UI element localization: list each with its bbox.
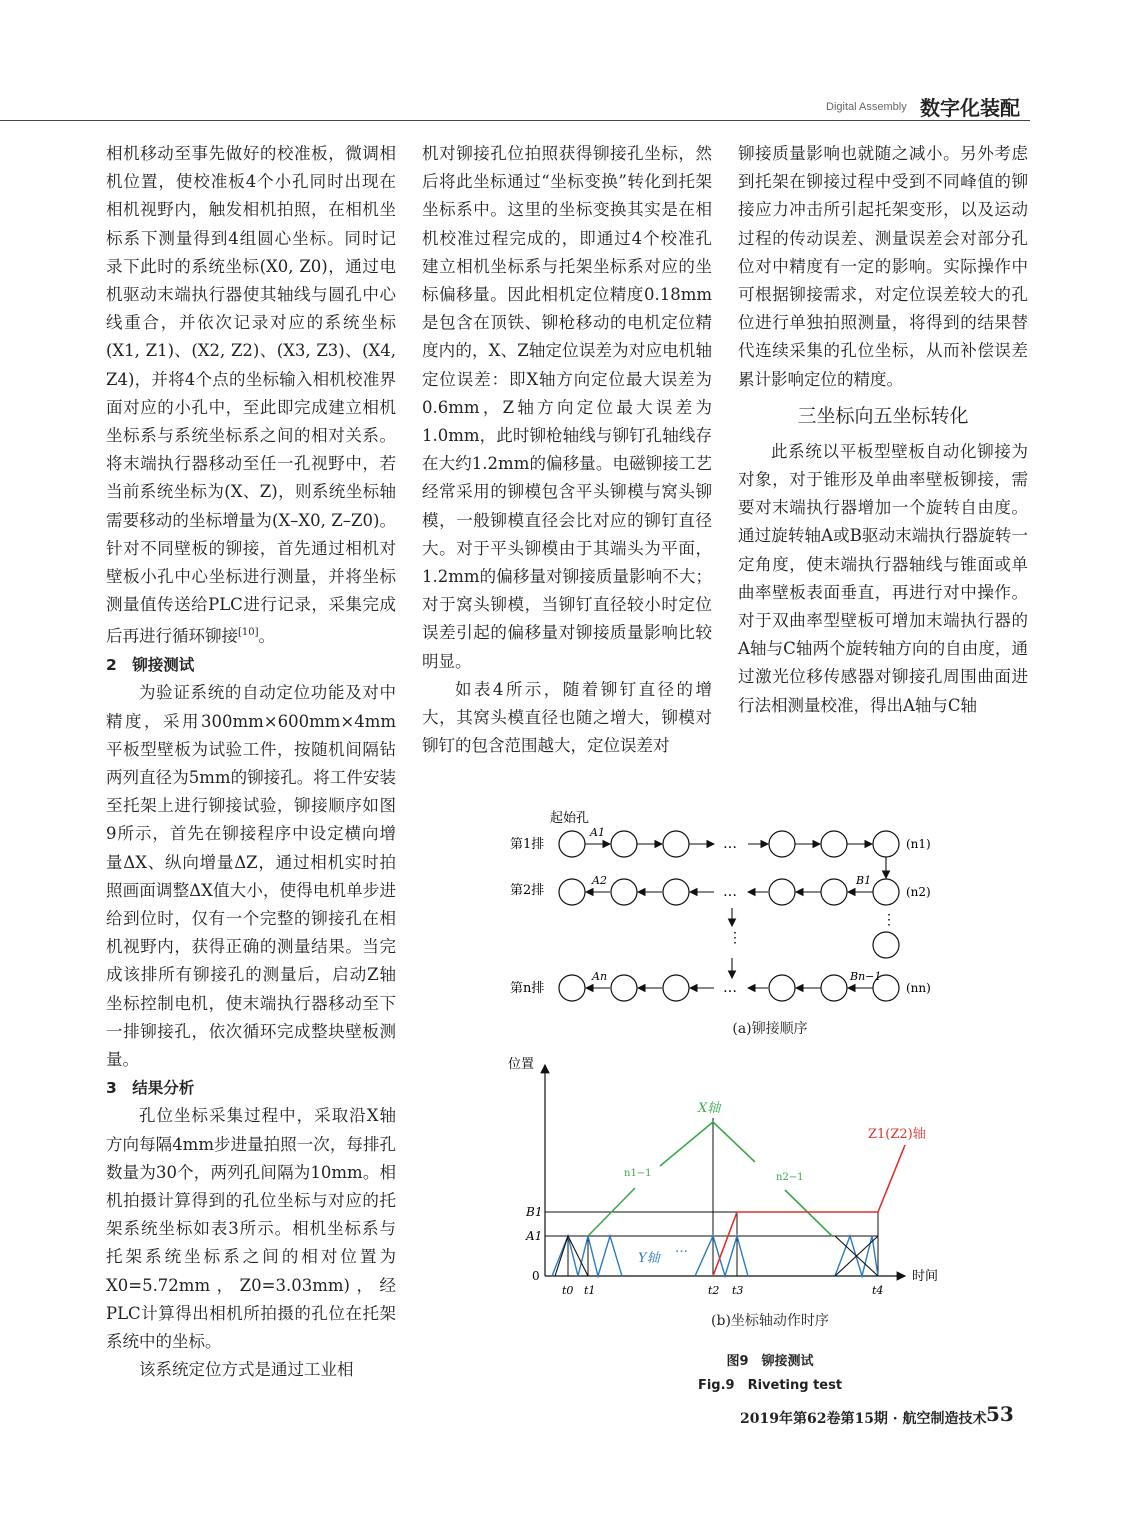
- row-1-label: 第1排: [510, 837, 545, 852]
- tick-t2: t2: [708, 1284, 720, 1297]
- hole: [769, 975, 795, 1001]
- hole: [821, 879, 847, 905]
- hole: [821, 975, 847, 1001]
- footer-journal: 2019年第62卷第15期 · 航空制造技术: [740, 1411, 987, 1427]
- column-1: [106, 140, 396, 1384]
- text: 。: [258, 626, 276, 646]
- hole: [559, 831, 585, 857]
- dots: …: [723, 836, 737, 852]
- row-2-label: 第2排: [510, 883, 545, 898]
- page-number: 53: [986, 1402, 1014, 1426]
- label-a1: A1: [590, 826, 605, 839]
- caption-b: (b)坐标轴动作时序: [711, 1313, 829, 1329]
- reference: [10]: [238, 627, 259, 639]
- order-arrows: [585, 844, 886, 988]
- figure-title-en: Fig.9 Riveting test: [697, 1378, 843, 1393]
- row-n-label: 第n排: [510, 981, 545, 996]
- hole: [611, 831, 637, 857]
- y-axis-label: 位置: [508, 1057, 535, 1072]
- label-a2: A2: [592, 874, 607, 887]
- x-axis-time-label: 时间: [912, 1269, 939, 1284]
- paragraph: 铆接质量影响也就随之减小。另外考虑到托架在铆接过程中受到不同峰值的铆接应力冲击所引起托架变形，以及运动过程的传动误差、测量误差会对部分孔位对中精度有一定的影响。实际操作中可根据铆接需求，对定位误差较大的孔位进行单独拍照测量，将得到的结果替代连续采集的孔位坐标，从而补偿误差累计影响定位的精度。: [738, 144, 1028, 389]
- hole: [873, 932, 899, 958]
- paragraph: 机对铆接孔位拍照获得铆接孔坐标，然后将此坐标通过“坐标变换”转化到托架坐标系中。这里的坐标变换其实是在相机校准过程完成的，即通过4个校准孔建立相机坐标系与托架坐标系对应的坐标偏移量。因此相机定位精度0.18mm是包含在顶铁、铆枪移动的电机定位精度内的，X、Z轴定位误差为对应电机轴定位误差：即X轴方向定位最大误差为0.6mm，Z轴方向定位最大误差为1.0mm，此时铆枪轴线与铆钉孔轴线存在大约1.2mm的偏移量。电磁铆接工艺经常采用的铆模包含平头铆模与窝头铆模，一般铆模直径会比对应的铆钉直径大。对于平头铆模由于其端头为平面，1.2mm的偏移量对铆接质量影响不大；对于窝头铆模，当铆钉直径较小时定位误差引起的偏移量对铆接质量影响比较明显。: [422, 144, 712, 671]
- header-section-title: 数字化装配: [920, 96, 1020, 120]
- paragraph: 该系统定位方式是通过工业相: [139, 1360, 354, 1380]
- hole: [611, 879, 637, 905]
- hole: [769, 879, 795, 905]
- dots: …: [723, 980, 737, 996]
- section-heading-2: 2 铆接测试: [106, 656, 195, 675]
- column-2: [422, 140, 712, 760]
- hole: [611, 975, 637, 1001]
- caption-a: (a)铆接顺序: [732, 1021, 808, 1037]
- hole: [663, 975, 689, 1001]
- hole: [559, 879, 585, 905]
- vdots: ⋮: [882, 912, 896, 928]
- start-hole-label: 起始孔: [550, 811, 590, 826]
- hole: [873, 879, 899, 905]
- column-3: [738, 140, 1028, 720]
- figure-title-cn: 图9 铆接测试: [726, 1354, 814, 1369]
- tick-t1: t1: [584, 1284, 596, 1297]
- paragraph: 如表4所示，随着铆钉直径的增大，其窝头模直径也随之增大，铆模对铆钉的包含范围越大，定位误差对: [422, 679, 712, 756]
- paragraph: [106, 140, 396, 651]
- dots: …: [723, 884, 737, 900]
- n1-1-label: n1−1: [624, 1168, 652, 1179]
- vdots: ⋮: [728, 930, 742, 946]
- section-heading-3: 3 结果分析: [106, 1079, 195, 1098]
- dots: …: [675, 1241, 688, 1256]
- text: 相机移动至事先做好的校准板，微调相机位置，使校准板4个小孔同时出现在相机视野内，触发相机拍照，在相机坐标系下测量得到4组圆心坐标。同时记录下此时的系统坐标(X0, Z0)，通过电机驱动末端执行器使其轴线与圆孔中心线重合，并依次记录对应的系统坐标(X1, Z1)、(X2, Z2)、(X3, Z3)、(X4, Z4)，并将4个点的坐标输入相机校准界面对应的小孔中，至此即完成建立相机坐标系与系统坐标系之间的相对关系。将末端执行器移动至任一孔视野中，若当前系统坐标为(X、Z)，则系统坐标轴需要移动的坐标增量为(X–X0, Z–Z0)。针对不同壁板的铆接，首先通过相机对壁板小孔中心坐标进行测量，并将坐标测量值传送给PLC进行记录，采集完成后再进行循环铆接: [106, 144, 396, 646]
- tick-t3: t3: [732, 1284, 744, 1297]
- tick-a1: A1: [526, 1229, 543, 1243]
- label-nn: (nn): [906, 981, 931, 995]
- paragraph: 此系统以平板型壁板自动化铆接为对象，对于锥形及单曲率壁板铆接，需要对末端执行器增加一个旋转自由度。通过旋转轴A或B驱动末端执行器旋转一定角度，使末端执行器轴线与锥面或单曲率壁板表面垂直，再进行对中操作。对于双曲率型壁板可增加末端执行器的A轴与C轴两个旋转轴方向的自由度，通过激光位移传感器对铆接孔周围曲面进行法相测量校准，得出A轴与C轴: [738, 441, 1028, 715]
- figure-9: [500, 800, 1040, 1400]
- tick-t0: t0: [562, 1284, 574, 1297]
- header-english: Digital Assembly: [826, 101, 907, 113]
- z-axis-series-label: Z1(Z2)轴: [868, 1127, 926, 1142]
- tick-t4: t4: [872, 1284, 884, 1297]
- header-rule: [0, 120, 1030, 121]
- tick-0: 0: [532, 1269, 540, 1283]
- x-axis-series-label: X轴: [698, 1101, 721, 1116]
- hole: [821, 831, 847, 857]
- label-n2: (n2): [906, 885, 931, 899]
- label-an: An: [592, 970, 608, 983]
- label-n1: (n1): [906, 837, 931, 851]
- label-b1: B1: [856, 874, 872, 887]
- hole: [663, 879, 689, 905]
- y-axis-series-label: Y轴: [638, 1251, 660, 1266]
- subsection-heading: 三坐标向五坐标转化: [797, 404, 969, 427]
- hole: [769, 831, 795, 857]
- paragraph: 孔位坐标采集过程中，采取沿X轴方向每隔4mm步进量拍照一次，每排孔数量为30个，两列孔间隔为10mm。相机拍摄计算得到的孔位坐标与对应的托架系统坐标如表3所示。相机坐标系与托架系统坐标系之间的相对位置为X0=5.72mm，Z0=3.03mm)，经PLC计算得出相机所拍摄的孔位在托架系统中的坐标。: [106, 1106, 396, 1352]
- hole: [873, 831, 899, 857]
- label-bn: Bn−1: [850, 970, 882, 983]
- n2-1-label: n2−1: [776, 1172, 804, 1183]
- hole: [559, 975, 585, 1001]
- z-axis-curve: [713, 1145, 905, 1276]
- paragraph: 为验证系统的自动定位功能及对中精度，采用300mm×600mm×4mm平板型壁板为试验工件，按随机间隔钻两列直径为5mm的铆接孔。将工件安装至托架上进行铆接试验，铆接顺序如图9所示，首先在铆接程序中设定横向增量ΔX、纵向增量ΔZ，通过相机实时拍照画面调整ΔX值大小，使得电机单步进给到位时，仅有一个完整的铆接孔在相机视野内，获得正确的测量结果。当完成该排所有铆接孔的测量后，启动Z轴坐标控制电机，使末端执行器移动至下一排铆接孔，依次循环完成整块壁板测量。: [106, 683, 396, 1069]
- hole: [663, 831, 689, 857]
- tick-b1: B1: [526, 1205, 543, 1219]
